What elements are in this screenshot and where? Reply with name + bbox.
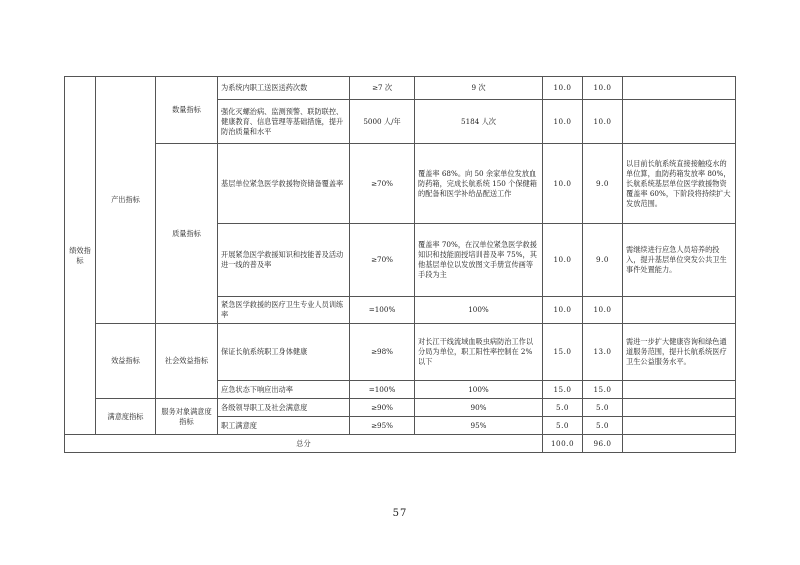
indicator-cell: 各级领导职工及社会满意度 — [218, 399, 350, 417]
note-cell: 以目前长航系统直接接触疫水的单位算，血防药箱发放率 80%，长航系统基层单位医学救援物资覆盖率 60%，下阶段将持续扩大发放范围。 — [623, 144, 736, 224]
table-row — [65, 399, 736, 417]
score-cell: 13.0 — [583, 324, 623, 381]
target-cell: ≥98% — [350, 324, 415, 381]
table-row — [65, 324, 736, 381]
quantity-label-cell: 数量指标 — [156, 77, 218, 144]
note-cell: 需进一步扩大健康咨询和绿色通道服务范围，提升长航系统医疗卫生公益服务水平。 — [623, 324, 736, 381]
total-note-cell — [623, 435, 736, 453]
actual-cell: 95% — [415, 417, 543, 435]
actual-cell: 覆盖率 68%。向 50 余家单位发放血防药箱，完成长航系统 150 个保健箱的配备和医学补给品配送工作 — [415, 144, 543, 224]
actual-cell: 100% — [415, 297, 543, 324]
note-cell: 需继续进行应急人员培养的投入，提升基层单位突发公共卫生事件处置能力。 — [623, 224, 736, 297]
target-cell: ≥70% — [350, 144, 415, 224]
indicator-cell: 基层单位紧急医学救援物资储备覆盖率 — [218, 144, 350, 224]
score-cell: 5.0 — [583, 399, 623, 417]
weight-cell: 5.0 — [543, 399, 583, 417]
indicator-cell: 为系统内职工送医送药次数 — [218, 77, 350, 100]
total-row — [65, 435, 736, 453]
indicator-cell: 强化灭螺治病、监测预警、联防联控、健康教育、信息管理等基础措施，提升防治质量和水平 — [218, 100, 350, 144]
indicator-cell: 保证长航系统职工身体健康 — [218, 324, 350, 381]
note-cell — [623, 297, 736, 324]
score-cell: 9.0 — [583, 144, 623, 224]
level1-cell: 绩效指标 — [65, 77, 96, 435]
score-cell: 10.0 — [583, 100, 623, 144]
satisfaction-category-cell: 满意度指标 — [96, 399, 156, 435]
weight-cell: 10.0 — [543, 297, 583, 324]
score-cell: 5.0 — [583, 417, 623, 435]
total-weight-cell: 100.0 — [543, 435, 583, 453]
service-satisfaction-label-cell: 服务对象满意度指标 — [156, 399, 218, 435]
actual-cell: 90% — [415, 399, 543, 417]
score-cell: 9.0 — [583, 224, 623, 297]
benefit-category-cell: 效益指标 — [96, 324, 156, 399]
weight-cell: 5.0 — [543, 417, 583, 435]
note-cell — [623, 399, 736, 417]
note-cell — [623, 381, 736, 399]
score-cell: 10.0 — [583, 77, 623, 100]
target-cell: ≥7 次 — [350, 77, 415, 100]
indicator-cell: 开展紧急医学救援知识和技能普及活动进一线的普及率 — [218, 224, 350, 297]
output-category-cell: 产出指标 — [96, 77, 156, 324]
quality-label-cell: 质量指标 — [156, 144, 218, 324]
total-score-cell: 96.0 — [583, 435, 623, 453]
indicator-cell: 职工满意度 — [218, 417, 350, 435]
target-cell: 5000 人/年 — [350, 100, 415, 144]
note-cell — [623, 77, 736, 100]
actual-cell: 9 次 — [415, 77, 543, 100]
target-cell: ≥95% — [350, 417, 415, 435]
performance-table — [64, 76, 736, 453]
note-cell — [623, 100, 736, 144]
actual-cell: 覆盖率 70%，在汉单位紧急医学救援知识和技能面授培训普及率 75%，其他基层单位以发放图文手册宣传画等手段为主 — [415, 224, 543, 297]
weight-cell: 15.0 — [543, 381, 583, 399]
target-cell: =100% — [350, 381, 415, 399]
target-cell: =100% — [350, 297, 415, 324]
weight-cell: 10.0 — [543, 100, 583, 144]
indicator-cell: 紧急医学救援的医疗卫生专业人员训练率 — [218, 297, 350, 324]
weight-cell: 10.0 — [543, 77, 583, 100]
target-cell: ≥90% — [350, 399, 415, 417]
note-cell — [623, 417, 736, 435]
indicator-cell: 应急状态下响应出动率 — [218, 381, 350, 399]
actual-cell: 5184 人次 — [415, 100, 543, 144]
weight-cell: 10.0 — [543, 144, 583, 224]
table-row — [65, 144, 736, 224]
table-row — [65, 77, 736, 100]
total-label-cell: 总分 — [65, 435, 543, 453]
score-cell: 10.0 — [583, 297, 623, 324]
actual-cell: 100% — [415, 381, 543, 399]
target-cell: ≥70% — [350, 224, 415, 297]
weight-cell: 15.0 — [543, 324, 583, 381]
page-number: 57 — [392, 508, 408, 519]
weight-cell: 10.0 — [543, 224, 583, 297]
social-benefit-label-cell: 社会效益指标 — [156, 324, 218, 399]
score-cell: 15.0 — [583, 381, 623, 399]
actual-cell: 对长江干线流域血吸虫病防治工作以分局为单位，职工阳性率控制在 2%以下 — [415, 324, 543, 381]
